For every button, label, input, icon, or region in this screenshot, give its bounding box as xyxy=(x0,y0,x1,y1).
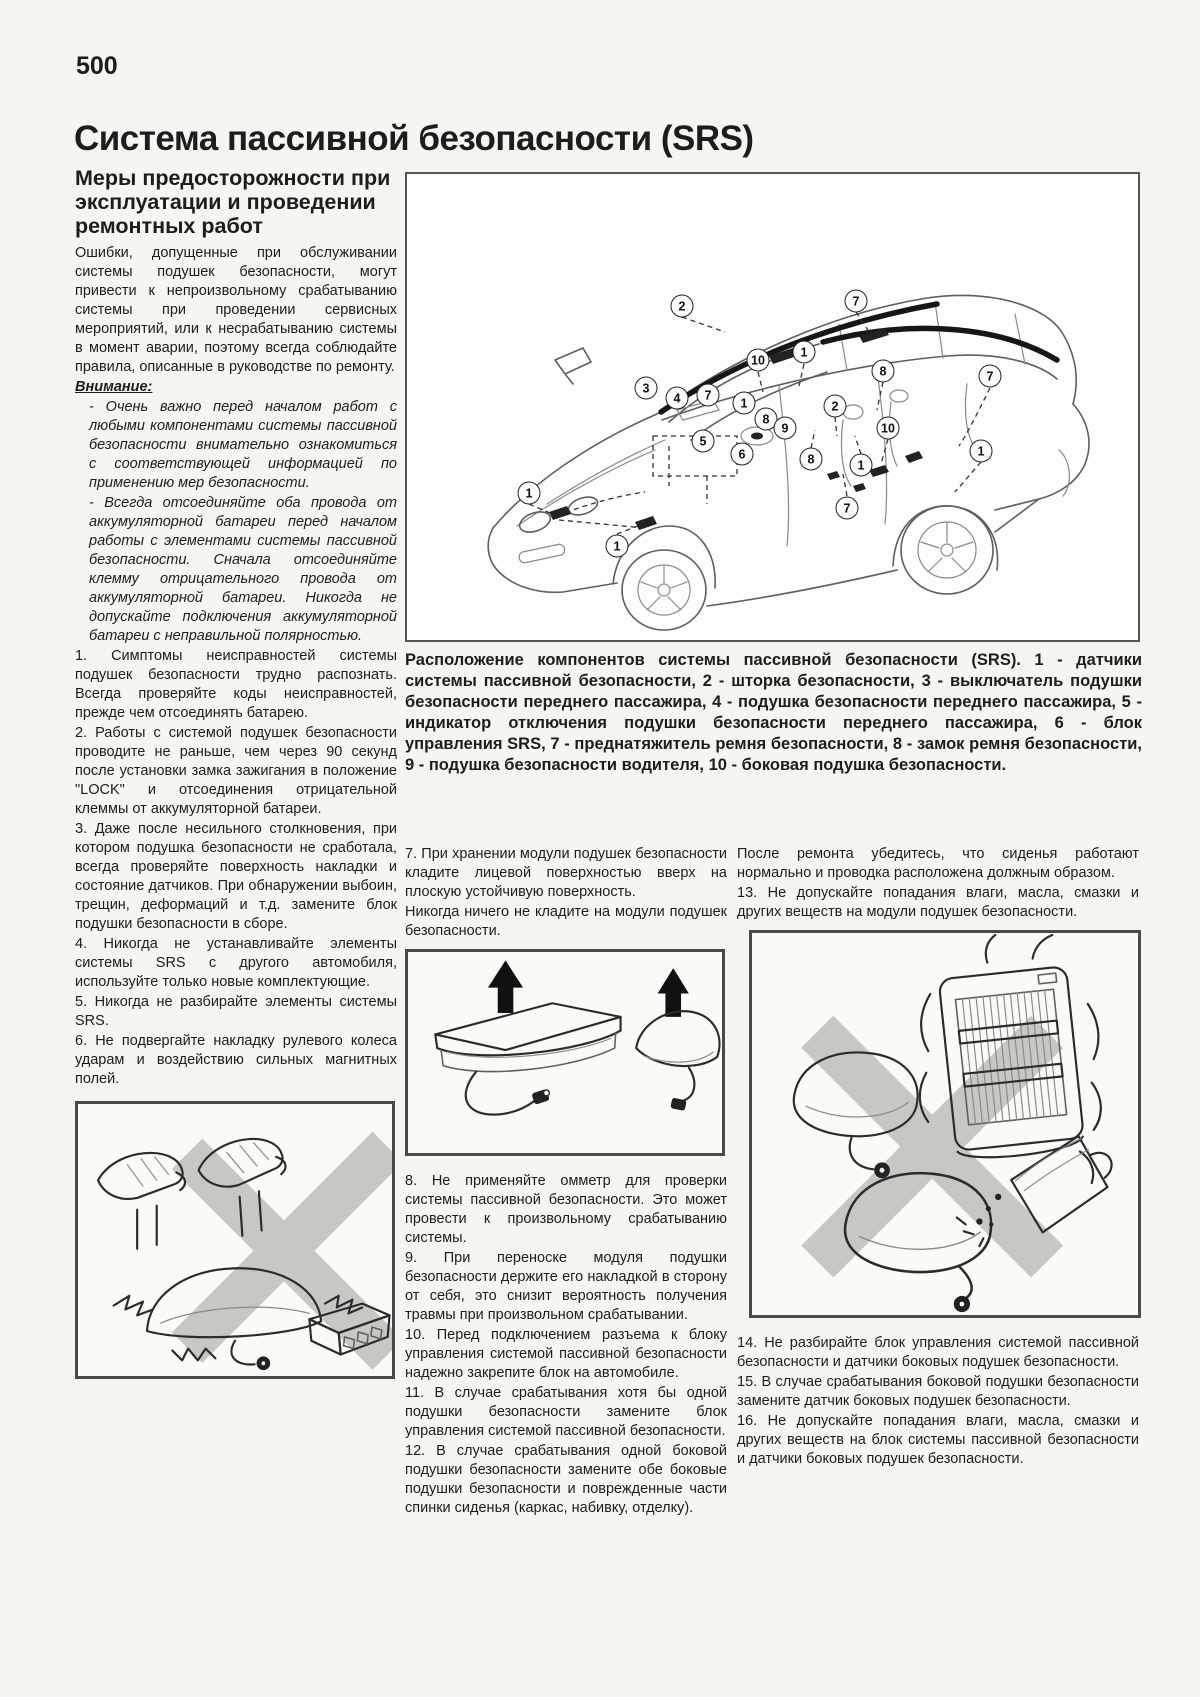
attention-item: - Всегда отсоединяйте оба провода от аккумуляторной батареи перед началом работы с элементами системы пассивной безопасности. Сначала отсоединяйте клемму отрицательного провода от аккумуляторной батареи. Никогда не допускайте подключения аккумуляторной батареи с неправильной полярностью. xyxy=(89,495,397,644)
precaution-item-6: 6. Не подвергайте накладку рулевого колеса ударам и воздействию сильных магнитных полей. xyxy=(75,1033,397,1087)
diagram-callout-8: 8 xyxy=(800,448,823,471)
page-number: 500 xyxy=(76,52,118,80)
diagram-callout-10: 10 xyxy=(877,417,900,440)
precaution-item-7: 7. При хранении модули подушек безопасности кладите лицевой поверхностью вверх на плоскую устойчивую поверхность. xyxy=(405,846,727,900)
no-pressing-airbag-drawing xyxy=(78,1104,392,1376)
precaution-item-2: 2. Работы с системой подушек безопасности проводите не раньше, чем через 90 секунд после установки замка зажигания в положение "LOCK" и отсоединения отрицательной клеммы от аккумуляторной батареи. xyxy=(75,725,397,817)
attention-block xyxy=(75,398,397,646)
precaution-note: Никогда ничего не кладите на модули подушек безопасности. xyxy=(405,904,727,939)
srs-components-diagram xyxy=(405,172,1140,642)
illustration-no-heat-no-liquids xyxy=(749,930,1141,1318)
diagram-callout-1: 1 xyxy=(793,341,816,364)
diagram-caption: Расположение компонентов системы пассивной безопасности (SRS). 1 - датчики системы пассивной безопасности, 2 - шторка безопасности, 3 - выключатель подушки безопасности переднего пассажира, 4 - подушка безопасности переднего пассажира, 5 - индикатор отключения подушки безопасности переднего пассажира, 6 - блок управления SRS, 7 - преднатяжитель ремня безопасности, 8 - замок ремня безопасности, 9 - подушка безопасности водителя, 10 - боковая подушка безопасности. xyxy=(405,651,1142,774)
page-title: Система пассивной безопасности (SRS) xyxy=(74,119,754,159)
diagram-callout-9: 9 xyxy=(774,417,797,440)
suv-line-drawing xyxy=(407,174,1140,642)
section-heading: Меры предосторожности при эксплуатации и проведении ремонтных работ xyxy=(75,166,391,238)
modules-face-up-drawing xyxy=(408,952,722,1153)
diagram-callout-1: 1 xyxy=(518,482,541,505)
middle-column xyxy=(405,845,727,1519)
illustration-no-pressing-airbag xyxy=(75,1101,395,1379)
component-modules xyxy=(549,328,923,530)
hand-icon xyxy=(98,1153,185,1249)
attention-item: - Очень важно перед началом работ с любыми компонентами системы пассивной безопасности внимательно ознакомиться с соответствующей информацией по применению мер безопасности. xyxy=(89,399,397,491)
precaution-item-8: 8. Не применяйте омметр для проверки системы пассивной безопасности. Это может провести к произвольному срабатыванию системы. xyxy=(405,1173,727,1246)
intro-paragraph: Ошибки, допущенные при обслуживании системы подушек безопасности, могут привести к непроизвольному срабатыванию системы при проведении сервисных мероприятий, или к несрабатыванию системы в момент аварии, поэтому всегда соблюдайте правила, описанные в руководстве по ремонту. xyxy=(75,245,397,375)
diagram-callout-1: 1 xyxy=(733,392,756,415)
left-column xyxy=(75,166,397,1379)
rear-wheel xyxy=(901,506,993,594)
right-column xyxy=(737,845,1139,1470)
precaution-item-1: 1. Симптомы неисправностей системы подушек безопасности трудно распознать. Всегда проверяйте коды неисправностей, прежде чем отсоединять батарею. xyxy=(75,648,397,721)
diagram-callout-4: 4 xyxy=(666,387,689,410)
curtain-airbag-lines xyxy=(661,304,1057,412)
diagram-callout-8: 8 xyxy=(755,408,778,431)
precaution-item-10: 10. Перед подключением разъема к блоку управления системой пассивной безопасности надежно закрепите блок на автомобиле. xyxy=(405,1327,727,1381)
diagram-callout-7: 7 xyxy=(845,290,868,313)
front-wheel xyxy=(622,550,706,630)
precaution-item-3: 3. Даже после несильного столкновения, при котором подушка безопасности не сработала, всегда проверяйте поверхность накладки и состояние датчиков. При обнаружении выбоин, трещин, деформаций и т.д. замените блок подушки безопасности в сборе. xyxy=(75,821,397,932)
attention-label: Внимание: xyxy=(75,379,153,395)
diagram-callout-7: 7 xyxy=(979,365,1002,388)
diagram-callout-10: 10 xyxy=(747,349,770,372)
suv-body-outline xyxy=(488,295,1089,606)
diagram-callout-1: 1 xyxy=(606,535,629,558)
precaution-item-15: 15. В случае срабатывания боковой подушки безопасности замените датчик боковых подушек безопасности. xyxy=(737,1374,1139,1409)
precaution-item-16: 16. Не допускайте попадания влаги, масла, смазки и других веществ на блок системы пассивной безопасности и датчики боковых подушек безопасности. xyxy=(737,1413,1139,1467)
precaution-item-4: 4. Никогда не устанавливайте элементы системы SRS с другого автомобиля, используйте только новые комплектующие. xyxy=(75,936,397,990)
precaution-item-14: 14. Не разбирайте блок управления системой пассивной безопасности и датчики боковых подушек безопасности. xyxy=(737,1335,1139,1370)
diagram-callout-7: 7 xyxy=(697,384,720,407)
diagram-callout-1: 1 xyxy=(850,454,873,477)
up-arrow-icon xyxy=(488,960,689,1017)
precaution-item-9: 9. При переноске модуля подушки безопасности держите его накладкой в сторону от себя, это снизит вероятность получения травмы при произвольном срабатывании. xyxy=(405,1250,727,1323)
diagram-callout-6: 6 xyxy=(731,443,754,466)
diagram-callout-1: 1 xyxy=(970,440,993,463)
diagram-callout-3: 3 xyxy=(635,377,658,400)
diagram-callouts xyxy=(407,174,1140,642)
driver-airbag-module-icon xyxy=(636,1011,719,1111)
passenger-airbag-module-icon xyxy=(435,1003,620,1114)
precaution-item-12: 12. В случае срабатывания одной боковой подушки безопасности замените обе боковые подушки безопасности и поврежденные части спинки сиденья (каркас, набивку, отделку). xyxy=(405,1443,727,1516)
diagram-callout-5: 5 xyxy=(692,430,715,453)
diagram-callout-2: 2 xyxy=(824,395,847,418)
diagram-callout-7: 7 xyxy=(836,497,859,520)
diagram-callout-8: 8 xyxy=(872,360,895,383)
precaution-item-13: 13. Не допускайте попадания влаги, масла, смазки и других веществ на модули подушек безопасности. xyxy=(737,885,1139,920)
after-repair-note: После ремонта убедитесь, что сиденья работают нормально и проводка расположена должным образом. xyxy=(737,846,1139,881)
cross-icon xyxy=(172,1132,392,1370)
illustration-modules-face-up xyxy=(405,949,725,1156)
no-heat-no-liquids-drawing xyxy=(752,933,1138,1315)
precaution-item-5: 5. Никогда не разбирайте элементы системы SRS. xyxy=(75,994,397,1029)
precaution-item-11: 11. В случае срабатывания хотя бы одной подушки безопасности замените блок управления системой пассивной безопасности. xyxy=(405,1385,727,1439)
diagram-callout-2: 2 xyxy=(671,295,694,318)
